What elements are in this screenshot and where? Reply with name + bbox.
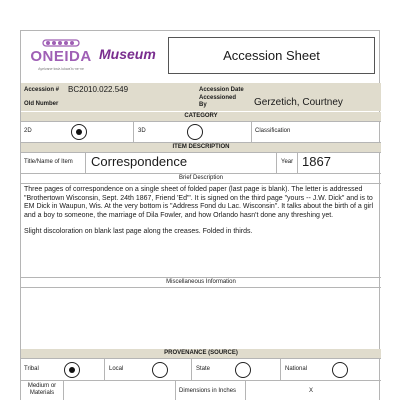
provenance-state-label: State	[196, 366, 211, 372]
category-2d-radio[interactable]	[71, 124, 87, 140]
medium-materials-value[interactable]	[64, 381, 174, 400]
accession-number-value[interactable]: BC2010.022.549	[68, 85, 129, 94]
oneida-logo	[27, 37, 95, 77]
provenance-heading: PROVENANCE (SOURCE)	[21, 349, 381, 358]
misc-information-label: Miscellaneous Information	[166, 279, 236, 285]
provenance-national-radio[interactable]	[332, 362, 348, 378]
category-2d-label: 2D	[24, 128, 32, 134]
category-heading: CATEGORY	[21, 112, 381, 121]
category-3d-label: 3D	[138, 128, 146, 134]
classification-label: Classification	[255, 128, 291, 134]
provenance-local-label: Local	[109, 366, 124, 372]
year-value[interactable]: 1867	[302, 154, 331, 169]
provenance-state-radio[interactable]	[235, 362, 251, 378]
accessioned-by-value[interactable]: Gerzetich, Courtney	[254, 97, 343, 108]
sheet-title: Accession Sheet	[223, 48, 320, 63]
old-number-label: Old Number	[24, 101, 59, 107]
title-label: Title/Name of Item	[24, 159, 73, 165]
provenance-tribal-radio[interactable]	[64, 362, 80, 378]
accession-number-label: Accession #	[24, 87, 60, 93]
sheet-title-box	[168, 37, 375, 74]
brief-description-text[interactable]	[24, 186, 378, 237]
dimensions-label: Dimensions in Inches	[179, 388, 237, 394]
brief-description-paragraph-2: Slight discoloration on blank last page along the creases. Folded in thirds.	[24, 228, 253, 235]
logo-tagline: Ayelvane·kwiʌ lukwaʼtʌ·ne·ne	[38, 67, 84, 71]
title-value[interactable]: Correspondence	[91, 154, 188, 169]
medium-materials-label: Medium or Materials	[27, 383, 57, 396]
logo-text: ONEIDA	[30, 48, 92, 65]
provenance-local-radio[interactable]	[152, 362, 168, 378]
accession-sheet	[20, 30, 380, 400]
dimensions-separator: X	[309, 388, 314, 394]
accessioned-by-label: Accessioned By	[199, 95, 237, 108]
item-description-heading: ITEM DESCRIPTION	[21, 143, 381, 152]
provenance-national-label: National	[285, 366, 308, 372]
year-label: Year	[281, 159, 294, 165]
brief-description-paragraph-1: Three pages of correspondence on a single sheet of folded paper (last page is blank). The letter is addressed "Brothertown Wisconsin, Sept. 24th 1867, Friend 'Ed'". It is signed on the third page "yours -- J.W. Dick" and is to EM Dick in Waupun, Wis. At the very bottom is "Address Fond du Lac. Wisconsin". It talks about the birth of a girl and a boy to someone, the marriage of Dila Fowler, and how Orlando hasn't done any threshing yet.	[24, 186, 374, 219]
misc-information-area[interactable]	[21, 288, 381, 346]
category-3d-radio[interactable]	[187, 124, 203, 140]
accession-date-label: Accession Date	[199, 87, 244, 93]
provenance-tribal-label: Tribal	[24, 366, 39, 372]
museum-label: Museum	[99, 46, 156, 62]
brief-description-label: Brief Description	[178, 175, 223, 181]
